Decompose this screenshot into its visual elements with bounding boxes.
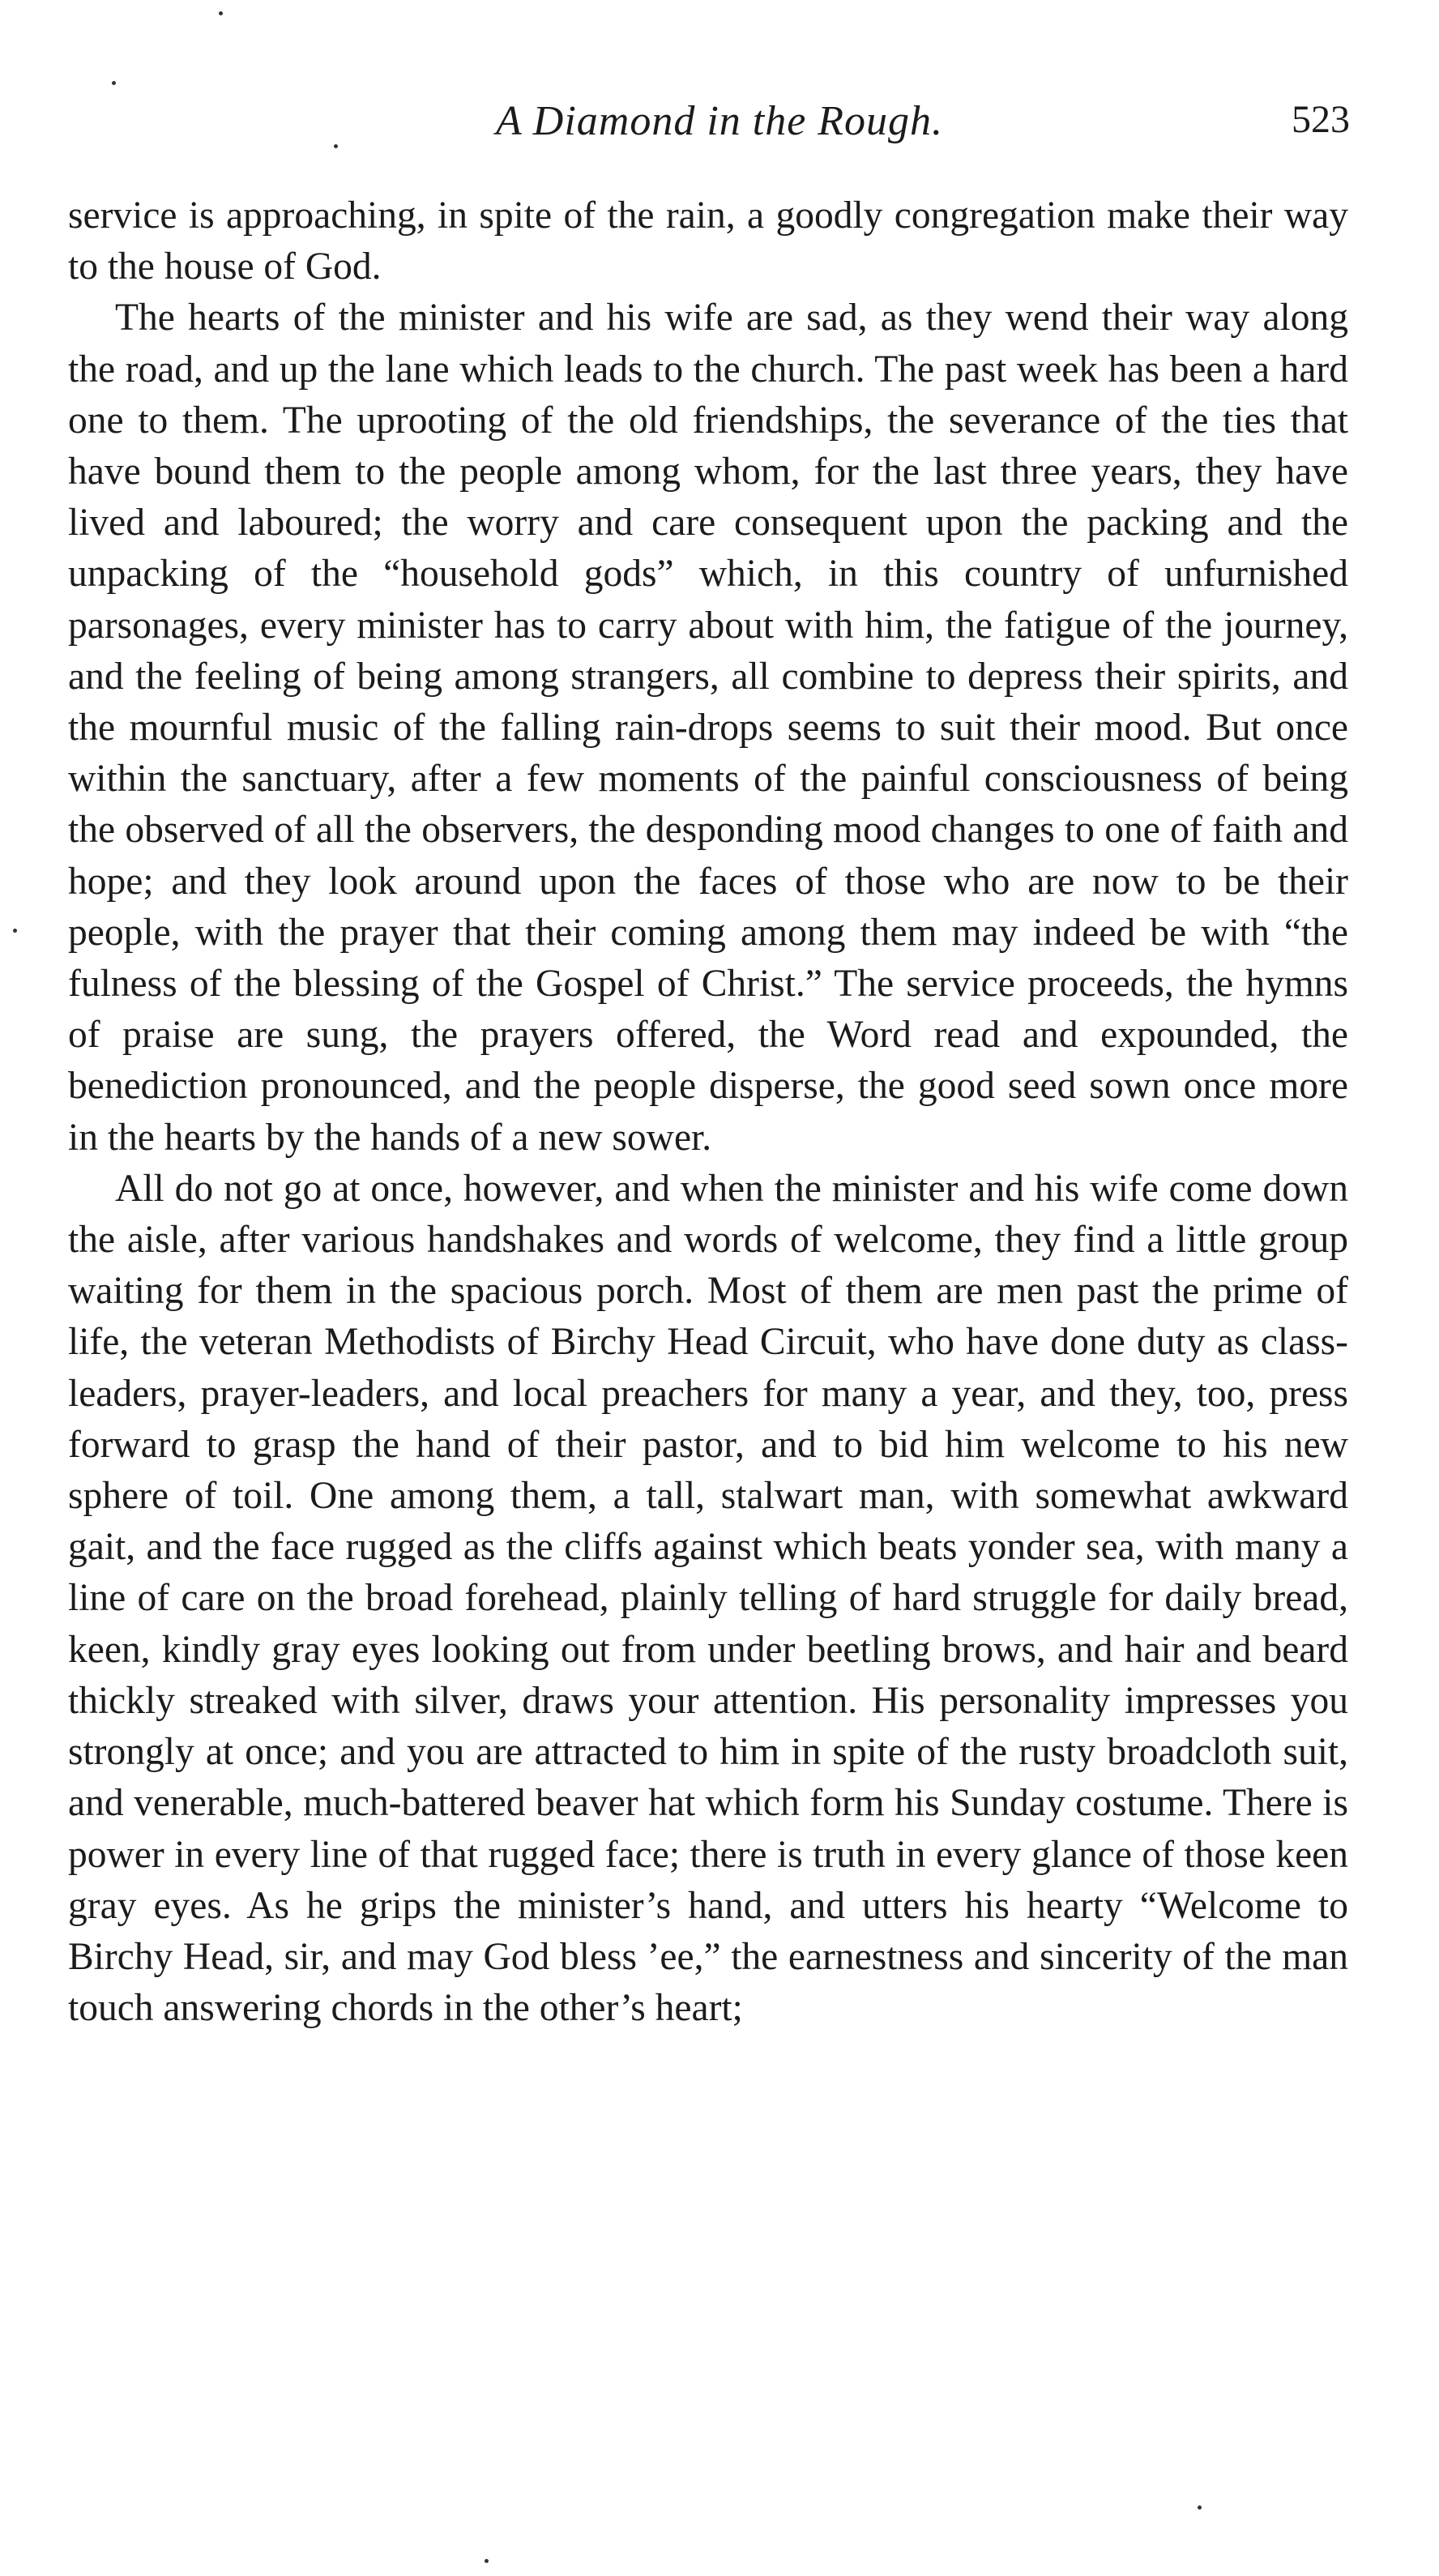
print-speck — [13, 929, 17, 933]
print-speck — [334, 144, 338, 148]
running-title: A Diamond in the Rough. — [495, 98, 944, 144]
print-speck — [112, 81, 116, 85]
print-speck — [485, 2559, 489, 2563]
paragraph-continuation: service is approaching, in spite of the rain, a goodly congregation make their way to the house of God. — [68, 194, 1348, 288]
running-head — [0, 97, 1439, 162]
paragraph: All do not go at once, however, and when the minister and his wife come down the aisle, after various handshakes and words of welcome, they find a little group waiting for them in the spacious porch. Most of them are men past the prime of life, the veteran Methodists of Birchy Head Circuit, who have done duty as class-leaders, prayer-leaders, and local preachers for many a year, and they, too, press forward to grasp the hand of their pastor, and to bid him welcome to his new sphere of toil. One among them, a tall, stalwart man, with somewhat awkward gait, and the face rugged as the cliffs against which beats yonder sea, with many a line of care on the broad forehead, plainly telling of hard struggle for daily bread, keen, kindly gray eyes looking out from under beetling brows, and hair and beard thickly streaked with silver, draws your attention. His personality impresses you strongly at once; and you are attracted to him in spite of the rusty broadcloth suit, and venerable, much-battered beaver hat which form his Sunday costume. There is power in every line of that rugged face; there is truth in every glance of those keen gray eyes. As he grips the minister’s hand, and utters his hearty “Welcome to Birchy Head, sir, and may God bless ’ee,” the earnestness and sincerity of the man touch answering chords in the other’s heart; — [68, 1167, 1348, 2030]
body-text — [68, 190, 1348, 2034]
page-number: 523 — [1292, 98, 1350, 141]
print-speck — [1198, 2506, 1202, 2510]
paragraph: The hearts of the minister and his wife are sad, as they wend their way along the road, and up the lane which leads to the church. The past week has been a hard one to them. The uprooting of the old friendships, the severance of the ties that have bound them to the people among whom, for the last three years, they have lived and laboured; the worry and care consequent upon the packing and the unpacking of the “household gods” which, in this country of unfurnished parsonages, every minister has to carry about with him, the fatigue of the journey, and the feeling of being among strangers, all combine to depress their spirits, and the mournful music of the falling rain-drops seems to suit their mood. But once within the sanctuary, after a few moments of the painful consciousness of being the observed of all the observers, the desponding mood changes to one of faith and hope; and they look around upon the faces of those who are now to be their people, with the prayer that their coming among them may indeed be with “the fulness of the blessing of the Gospel of Christ.” The service proceeds, the hymns of praise are sung, the prayers offered, the Word read and expounded, the benediction pronounced, and the people disperse, the good seed sown once more in the hearts by the hands of a new sower. — [68, 297, 1348, 1159]
print-speck — [219, 11, 223, 15]
